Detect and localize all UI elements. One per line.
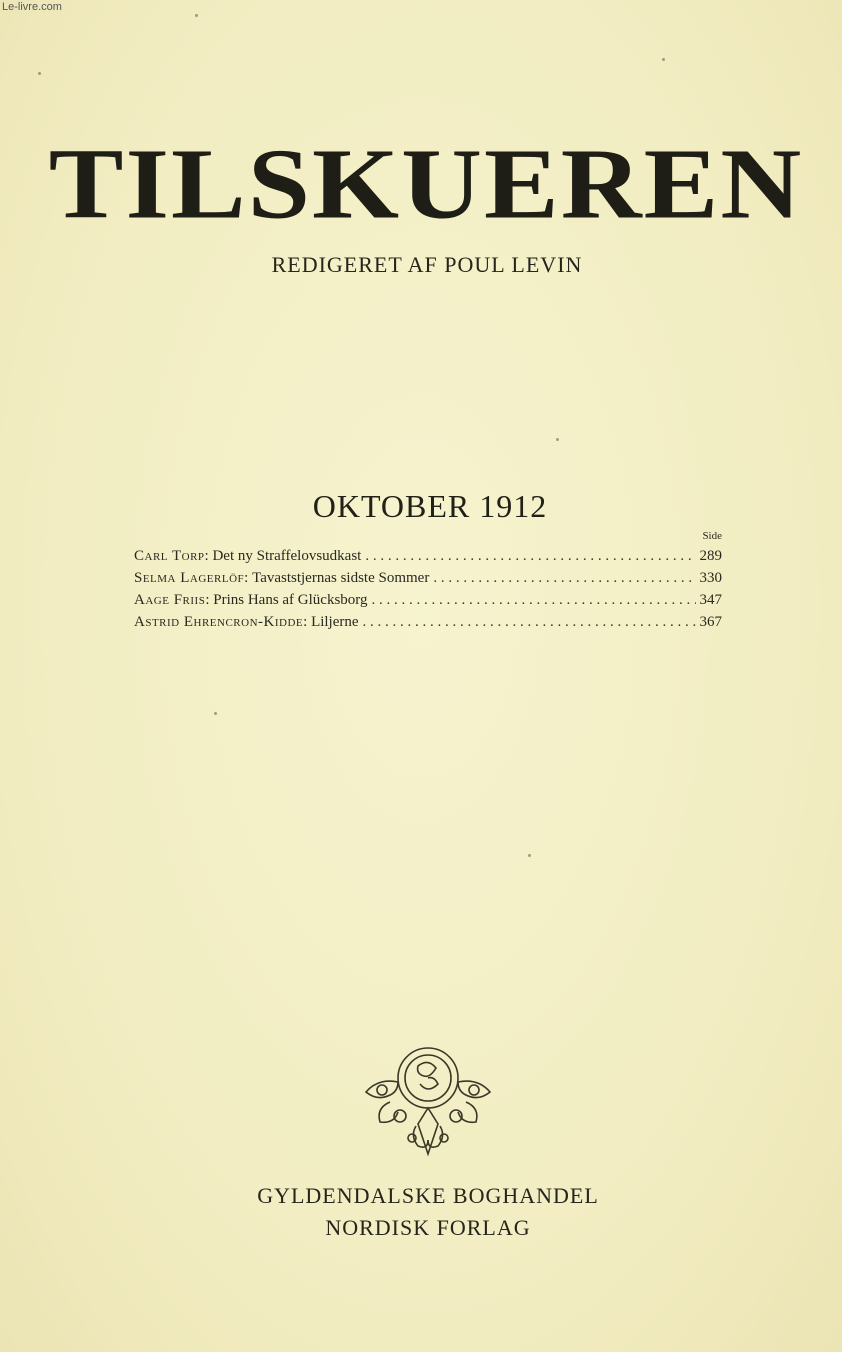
issue-date: OKTOBER 1912 — [312, 488, 548, 524]
toc-page-number: 347 — [699, 592, 722, 608]
toc-author: Selma Lagerlöf — [134, 570, 245, 586]
dot-leader — [365, 548, 695, 565]
paper-speck — [556, 438, 559, 441]
toc-entry: Astrid Ehrencron-Kidde : Liljerne . . . 367 — [134, 614, 722, 636]
toc-page-number: 367 — [699, 614, 722, 630]
watermark: Le-livre.com — [2, 1, 62, 13]
page-column-label: Side — [702, 530, 722, 542]
table-of-contents — [134, 530, 722, 636]
publisher-name: GYLDENDALSKE BOGHANDEL — [257, 1183, 599, 1208]
toc-author: Astrid Ehrencron-Kidde — [134, 614, 304, 630]
toc-title: Det ny Straffelovsudkast — [212, 548, 362, 564]
paper-speck — [38, 72, 41, 75]
publisher-monogram-crest-icon — [360, 1040, 496, 1162]
publisher-block — [0, 1180, 842, 1244]
editor-line: REDIGERET AF POUL LEVIN — [271, 252, 583, 277]
toc-author: Aage Friis — [134, 592, 206, 608]
paper-speck — [662, 58, 665, 61]
paper-speck — [528, 854, 531, 857]
toc-page-number: 289 — [699, 548, 722, 564]
publisher-imprint: NORDISK FORLAG — [325, 1215, 531, 1240]
paper-speck — [195, 14, 198, 17]
dot-leader — [433, 570, 695, 587]
toc-title: Prins Hans af Glücksborg — [213, 592, 368, 608]
paper-speck — [214, 712, 217, 715]
toc-entry: Carl Torp : Det ny Straffelovsudkast . . . 289 — [134, 548, 722, 570]
dot-leader — [363, 614, 696, 631]
toc-entry: Aage Friis : Prins Hans af Glücksborg . . . 347 — [134, 592, 722, 614]
toc-author: Carl Torp — [134, 548, 205, 564]
toc-page-number: 330 — [699, 570, 722, 586]
masthead-title: TILSKUEREN — [48, 128, 804, 240]
dot-leader — [372, 592, 696, 609]
toc-entry: Selma Lagerlöf : Tavaststjernas sidste Sommer . . . 330 — [134, 570, 722, 592]
toc-title: Liljerne — [311, 614, 359, 630]
toc-title: Tavaststjernas sidste Sommer — [252, 570, 430, 586]
